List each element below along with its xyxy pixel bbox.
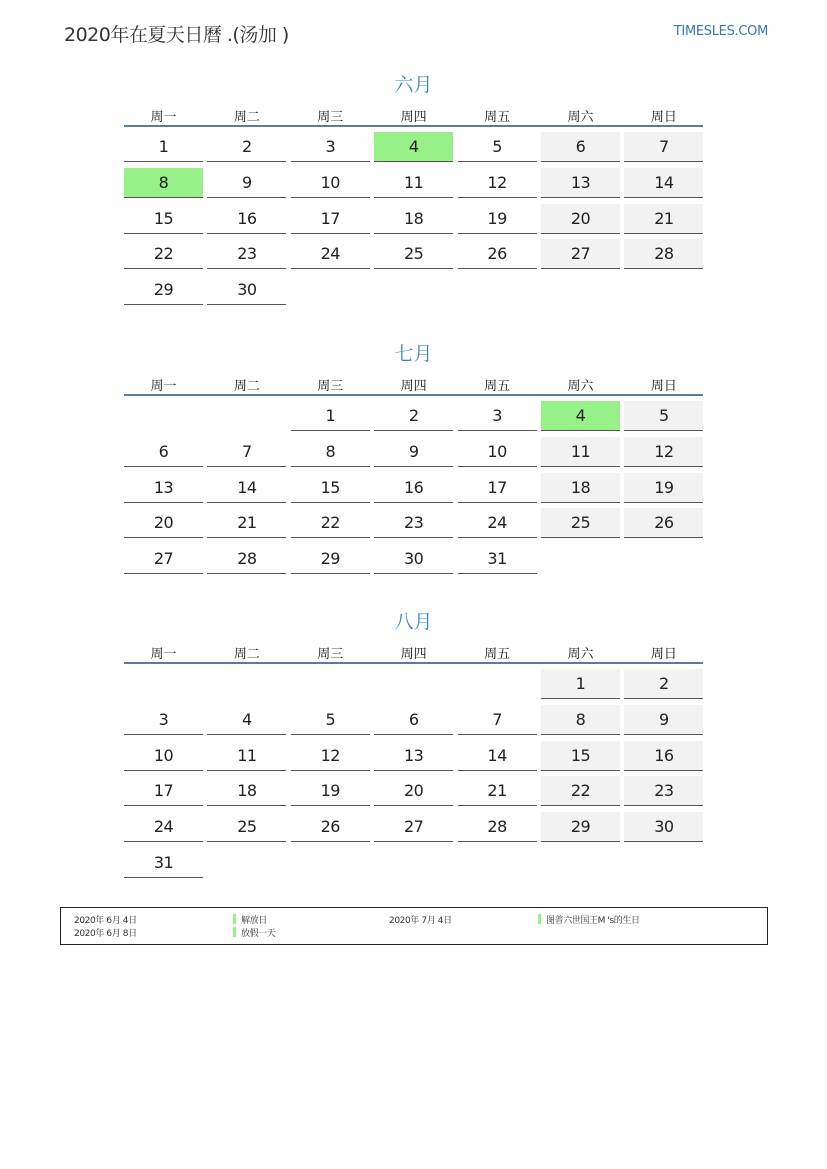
day-cell: 23 — [624, 776, 703, 806]
day-cell: 22 — [291, 508, 370, 538]
day-cell: 19 — [291, 776, 370, 806]
weekday-label: 周三 — [317, 379, 344, 394]
day-cell: 12 — [291, 741, 370, 771]
day-cell: 10 — [124, 741, 203, 771]
day-cell: 18 — [207, 776, 286, 806]
day-cell: 25 — [207, 812, 286, 842]
day-cell: 8 — [541, 705, 620, 735]
day-cell: 1 — [291, 401, 370, 431]
day-cell: 13 — [124, 473, 203, 503]
day-cell: 30 — [374, 544, 453, 574]
day-cell: 28 — [207, 544, 286, 574]
holiday-day-cell: 8 — [124, 168, 203, 198]
day-cell: 6 — [124, 437, 203, 467]
legend-holiday-name: 图普六世国王M 's的生日 — [546, 916, 640, 926]
day-cell: 15 — [124, 204, 203, 234]
weekday-label: 周六 — [567, 647, 594, 662]
day-cell: 9 — [207, 168, 286, 198]
day-cell: 27 — [124, 544, 203, 574]
day-cell: 29 — [124, 275, 203, 305]
day-cell: 24 — [291, 239, 370, 269]
day-cell: 22 — [124, 239, 203, 269]
day-cell: 18 — [374, 204, 453, 234]
day-cell: 18 — [541, 473, 620, 503]
weekday-label: 周六 — [567, 379, 594, 394]
day-cell: 24 — [124, 812, 203, 842]
day-cell: 20 — [541, 204, 620, 234]
day-cell: 24 — [458, 508, 537, 538]
day-cell: 10 — [291, 168, 370, 198]
weekday-label: 周二 — [233, 647, 260, 662]
month-title: 七月 — [394, 343, 433, 365]
day-cell: 28 — [458, 812, 537, 842]
weekday-label: 周日 — [650, 647, 677, 662]
weekday-label: 周六 — [567, 110, 594, 125]
day-cell: 2 — [624, 669, 703, 699]
weekday-header-row — [124, 106, 703, 126]
weekday-label: 周日 — [650, 379, 677, 394]
day-cell: 14 — [458, 741, 537, 771]
site-link[interactable]: TIMESLES.COM — [673, 24, 768, 39]
day-cell: 17 — [291, 204, 370, 234]
day-cell: 19 — [624, 473, 703, 503]
day-cell: 28 — [624, 239, 703, 269]
day-cell: 23 — [207, 239, 286, 269]
legend-holiday-name: 解放日 — [241, 916, 267, 926]
day-cell: 31 — [124, 848, 203, 878]
day-cell: 17 — [124, 776, 203, 806]
day-cell: 15 — [291, 473, 370, 503]
day-cell: 14 — [207, 473, 286, 503]
day-cell: 5 — [624, 401, 703, 431]
day-cell: 20 — [124, 508, 203, 538]
day-cell: 6 — [374, 705, 453, 735]
holiday-day-cell: 4 — [374, 132, 453, 162]
day-cell: 30 — [624, 812, 703, 842]
legend-date: 2020年 6月 4日 — [74, 916, 137, 926]
legend-holiday-name: 放假一天 — [241, 929, 276, 939]
header-divider — [124, 394, 703, 396]
day-cell: 9 — [374, 437, 453, 467]
legend-date: 2020年 6月 8日 — [74, 929, 137, 939]
day-cell: 3 — [458, 401, 537, 431]
weekday-label: 周日 — [650, 110, 677, 125]
day-cell: 20 — [374, 776, 453, 806]
day-cell: 16 — [374, 473, 453, 503]
day-cell: 27 — [541, 239, 620, 269]
day-cell: 26 — [624, 508, 703, 538]
day-cell: 26 — [458, 239, 537, 269]
day-cell: 21 — [624, 204, 703, 234]
holiday-color-marker — [233, 927, 236, 937]
day-cell: 25 — [541, 508, 620, 538]
day-cell: 3 — [291, 132, 370, 162]
day-cell: 11 — [207, 741, 286, 771]
day-cell: 27 — [374, 812, 453, 842]
day-cell: 10 — [458, 437, 537, 467]
day-cell: 4 — [207, 705, 286, 735]
day-cell: 1 — [124, 132, 203, 162]
weekday-label: 周三 — [317, 647, 344, 662]
day-cell: 7 — [624, 132, 703, 162]
day-cell: 5 — [458, 132, 537, 162]
day-cell: 15 — [541, 741, 620, 771]
day-cell: 1 — [541, 669, 620, 699]
day-cell: 9 — [624, 705, 703, 735]
weekday-label: 周四 — [400, 379, 427, 394]
day-cell: 21 — [458, 776, 537, 806]
day-cell: 21 — [207, 508, 286, 538]
day-cell: 11 — [541, 437, 620, 467]
weekday-label: 周一 — [150, 110, 177, 125]
weekday-label: 周一 — [150, 379, 177, 394]
day-cell: 3 — [124, 705, 203, 735]
document-title: 2020年在夏天日曆 .(汤加 ) — [64, 24, 289, 46]
day-cell: 7 — [207, 437, 286, 467]
weekday-header-row — [124, 375, 703, 395]
weekday-label: 周四 — [400, 110, 427, 125]
weekday-label: 周三 — [317, 110, 344, 125]
day-cell: 11 — [374, 168, 453, 198]
header-divider — [124, 662, 703, 664]
day-cell: 25 — [374, 239, 453, 269]
day-cell: 2 — [374, 401, 453, 431]
day-cell: 19 — [458, 204, 537, 234]
day-cell: 14 — [624, 168, 703, 198]
weekday-label: 周四 — [400, 647, 427, 662]
day-cell: 22 — [541, 776, 620, 806]
day-cell: 13 — [541, 168, 620, 198]
legend-date: 2020年 7月 4日 — [389, 916, 452, 926]
holiday-legend — [60, 907, 768, 945]
month-title: 六月 — [394, 74, 433, 96]
day-cell: 29 — [541, 812, 620, 842]
day-cell: 12 — [458, 168, 537, 198]
day-cell: 16 — [624, 741, 703, 771]
day-cell: 30 — [207, 275, 286, 305]
day-cell: 12 — [624, 437, 703, 467]
day-cell: 17 — [458, 473, 537, 503]
day-cell: 5 — [291, 705, 370, 735]
day-cell: 13 — [374, 741, 453, 771]
day-cell: 2 — [207, 132, 286, 162]
month-title: 八月 — [394, 611, 433, 633]
holiday-day-cell: 4 — [541, 401, 620, 431]
holiday-color-marker — [538, 914, 541, 924]
weekday-label: 周二 — [233, 379, 260, 394]
day-cell: 6 — [541, 132, 620, 162]
day-cell: 7 — [458, 705, 537, 735]
header-divider — [124, 125, 703, 127]
weekday-label: 周五 — [484, 647, 511, 662]
day-cell: 29 — [291, 544, 370, 574]
weekday-label: 周五 — [484, 379, 511, 394]
weekday-label: 周五 — [484, 110, 511, 125]
day-cell: 23 — [374, 508, 453, 538]
holiday-color-marker — [233, 914, 236, 924]
day-cell: 16 — [207, 204, 286, 234]
weekday-header-row — [124, 643, 703, 663]
day-cell: 26 — [291, 812, 370, 842]
day-cell: 31 — [458, 544, 537, 574]
day-cell: 8 — [291, 437, 370, 467]
weekday-label: 周二 — [233, 110, 260, 125]
weekday-label: 周一 — [150, 647, 177, 662]
